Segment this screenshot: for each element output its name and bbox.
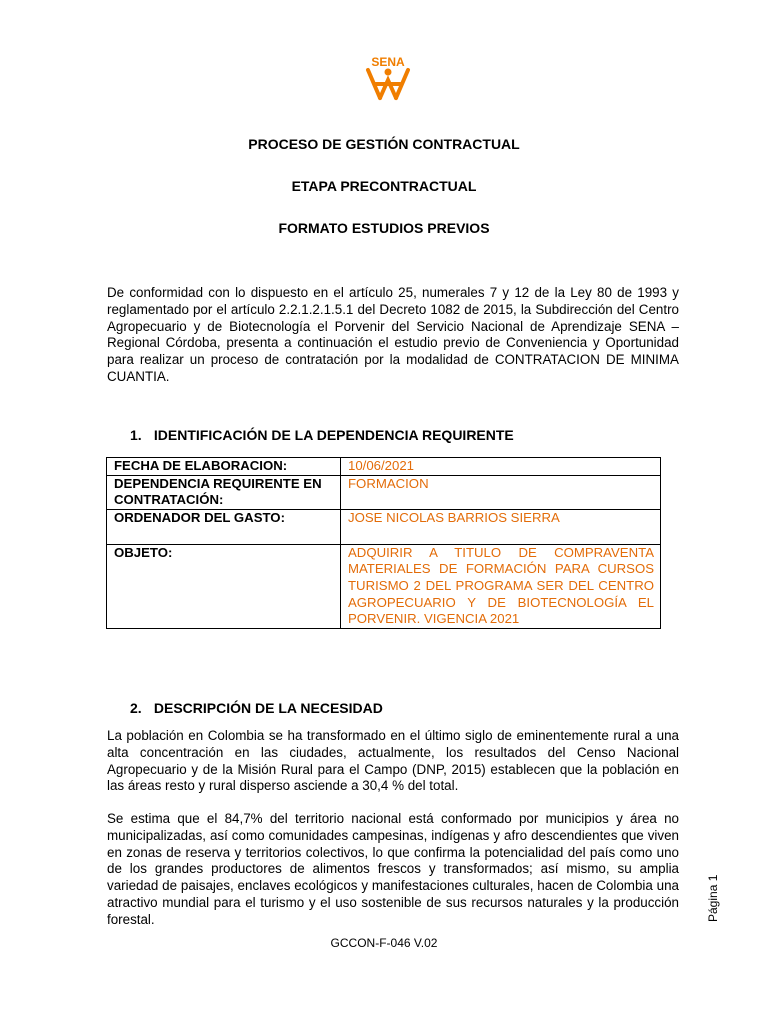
table-label: FECHA DE ELABORACION: xyxy=(107,458,341,476)
table-value: FORMACION xyxy=(341,475,661,509)
section-2-heading xyxy=(130,700,383,716)
table-label: DEPENDENCIA REQUIRENTE EN CONTRATACIÓN: xyxy=(107,475,341,509)
table-value: JOSE NICOLAS BARRIOS SIERRA xyxy=(341,509,661,544)
format-title: FORMATO ESTUDIOS PREVIOS xyxy=(278,220,490,236)
identification-table xyxy=(106,457,661,629)
sena-logo-text: SENA xyxy=(371,55,405,69)
section-1-number: 1. xyxy=(130,427,142,443)
page-number: Página 1 xyxy=(706,874,720,922)
need-paragraph-1: La población en Colombia se ha transformado en el último siglo de eminentemente rural a una alta concentración en las ciudades, actualmente, los resultados del Censo Nacional Agropecuario y de la Misión Rural para el Campo (DNP, 2015) establecen que la población en las áreas resto y rural disperso asciende a 30,4 % del total. xyxy=(107,728,679,794)
table-row xyxy=(107,509,661,544)
process-title: PROCESO DE GESTIÓN CONTRACTUAL xyxy=(248,136,520,152)
table-row xyxy=(107,475,661,509)
sena-logo xyxy=(360,48,416,106)
need-paragraph-2: Se estima que el 84,7% del territorio nacional está conformado por municipios y área no municipalizadas, así como comunidades campesinas, indígenas y afro descendientes que viven en zonas de reserva y territorios colectivos, lo que confirma la potencialidad del país como uno de los grandes productores de alimentos frescos y transformados; así mismo, su amplia variedad de paisajes, enclaves ecológicos y manifestaciones culturales, hacen de Colombia una atractivo mundial para el turismo y el uso sostenible de sus recursos naturales y la producción forestal. xyxy=(107,811,679,927)
table-label: OBJETO: xyxy=(107,544,341,628)
table-row xyxy=(107,544,661,628)
intro-paragraph: De conformidad con lo dispuesto en el artículo 25, numerales 7 y 12 de la Ley 80 de 1993 y reglamentado por el artículo 2.2.1.2.1.5.1 del Decreto 1082 de 2015, la Subdirección del Centro Agropecuario y de Biotecnología el Porvenir del Servicio Nacional de Aprendizaje SENA – Regional Córdoba, presenta a continuación el estudio previo de Conveniencia y Oportunidad para realizar un proceso de contratación por la modalidad de CONTRATACION DE MINIMA CUANTIA. xyxy=(107,285,679,384)
section-2-number: 2. xyxy=(130,700,142,716)
section-2-title: DESCRIPCIÓN DE LA NECESIDAD xyxy=(153,700,383,716)
table-label: ORDENADOR DEL GASTO: xyxy=(107,509,341,544)
document-code: GCCON-F-046 V.02 xyxy=(330,936,438,950)
section-1-title: IDENTIFICACIÓN DE LA DEPENDENCIA REQUIRENTE xyxy=(153,427,514,443)
table-row xyxy=(107,458,661,476)
table-value: ADQUIRIR A TITULO DE COMPRAVENTA MATERIALES DE FORMACIÓN PARA CURSOS TURISMO 2 DEL PROGRAMA SER DEL CENTRO AGROPECUARIO Y DE BIOTECNOLOGÍA EL PORVENIR. VIGENCIA 2021 xyxy=(341,544,661,628)
stage-title: ETAPA PRECONTRACTUAL xyxy=(291,178,477,194)
section-1-heading xyxy=(130,427,514,443)
table-value: 10/06/2021 xyxy=(341,458,661,476)
